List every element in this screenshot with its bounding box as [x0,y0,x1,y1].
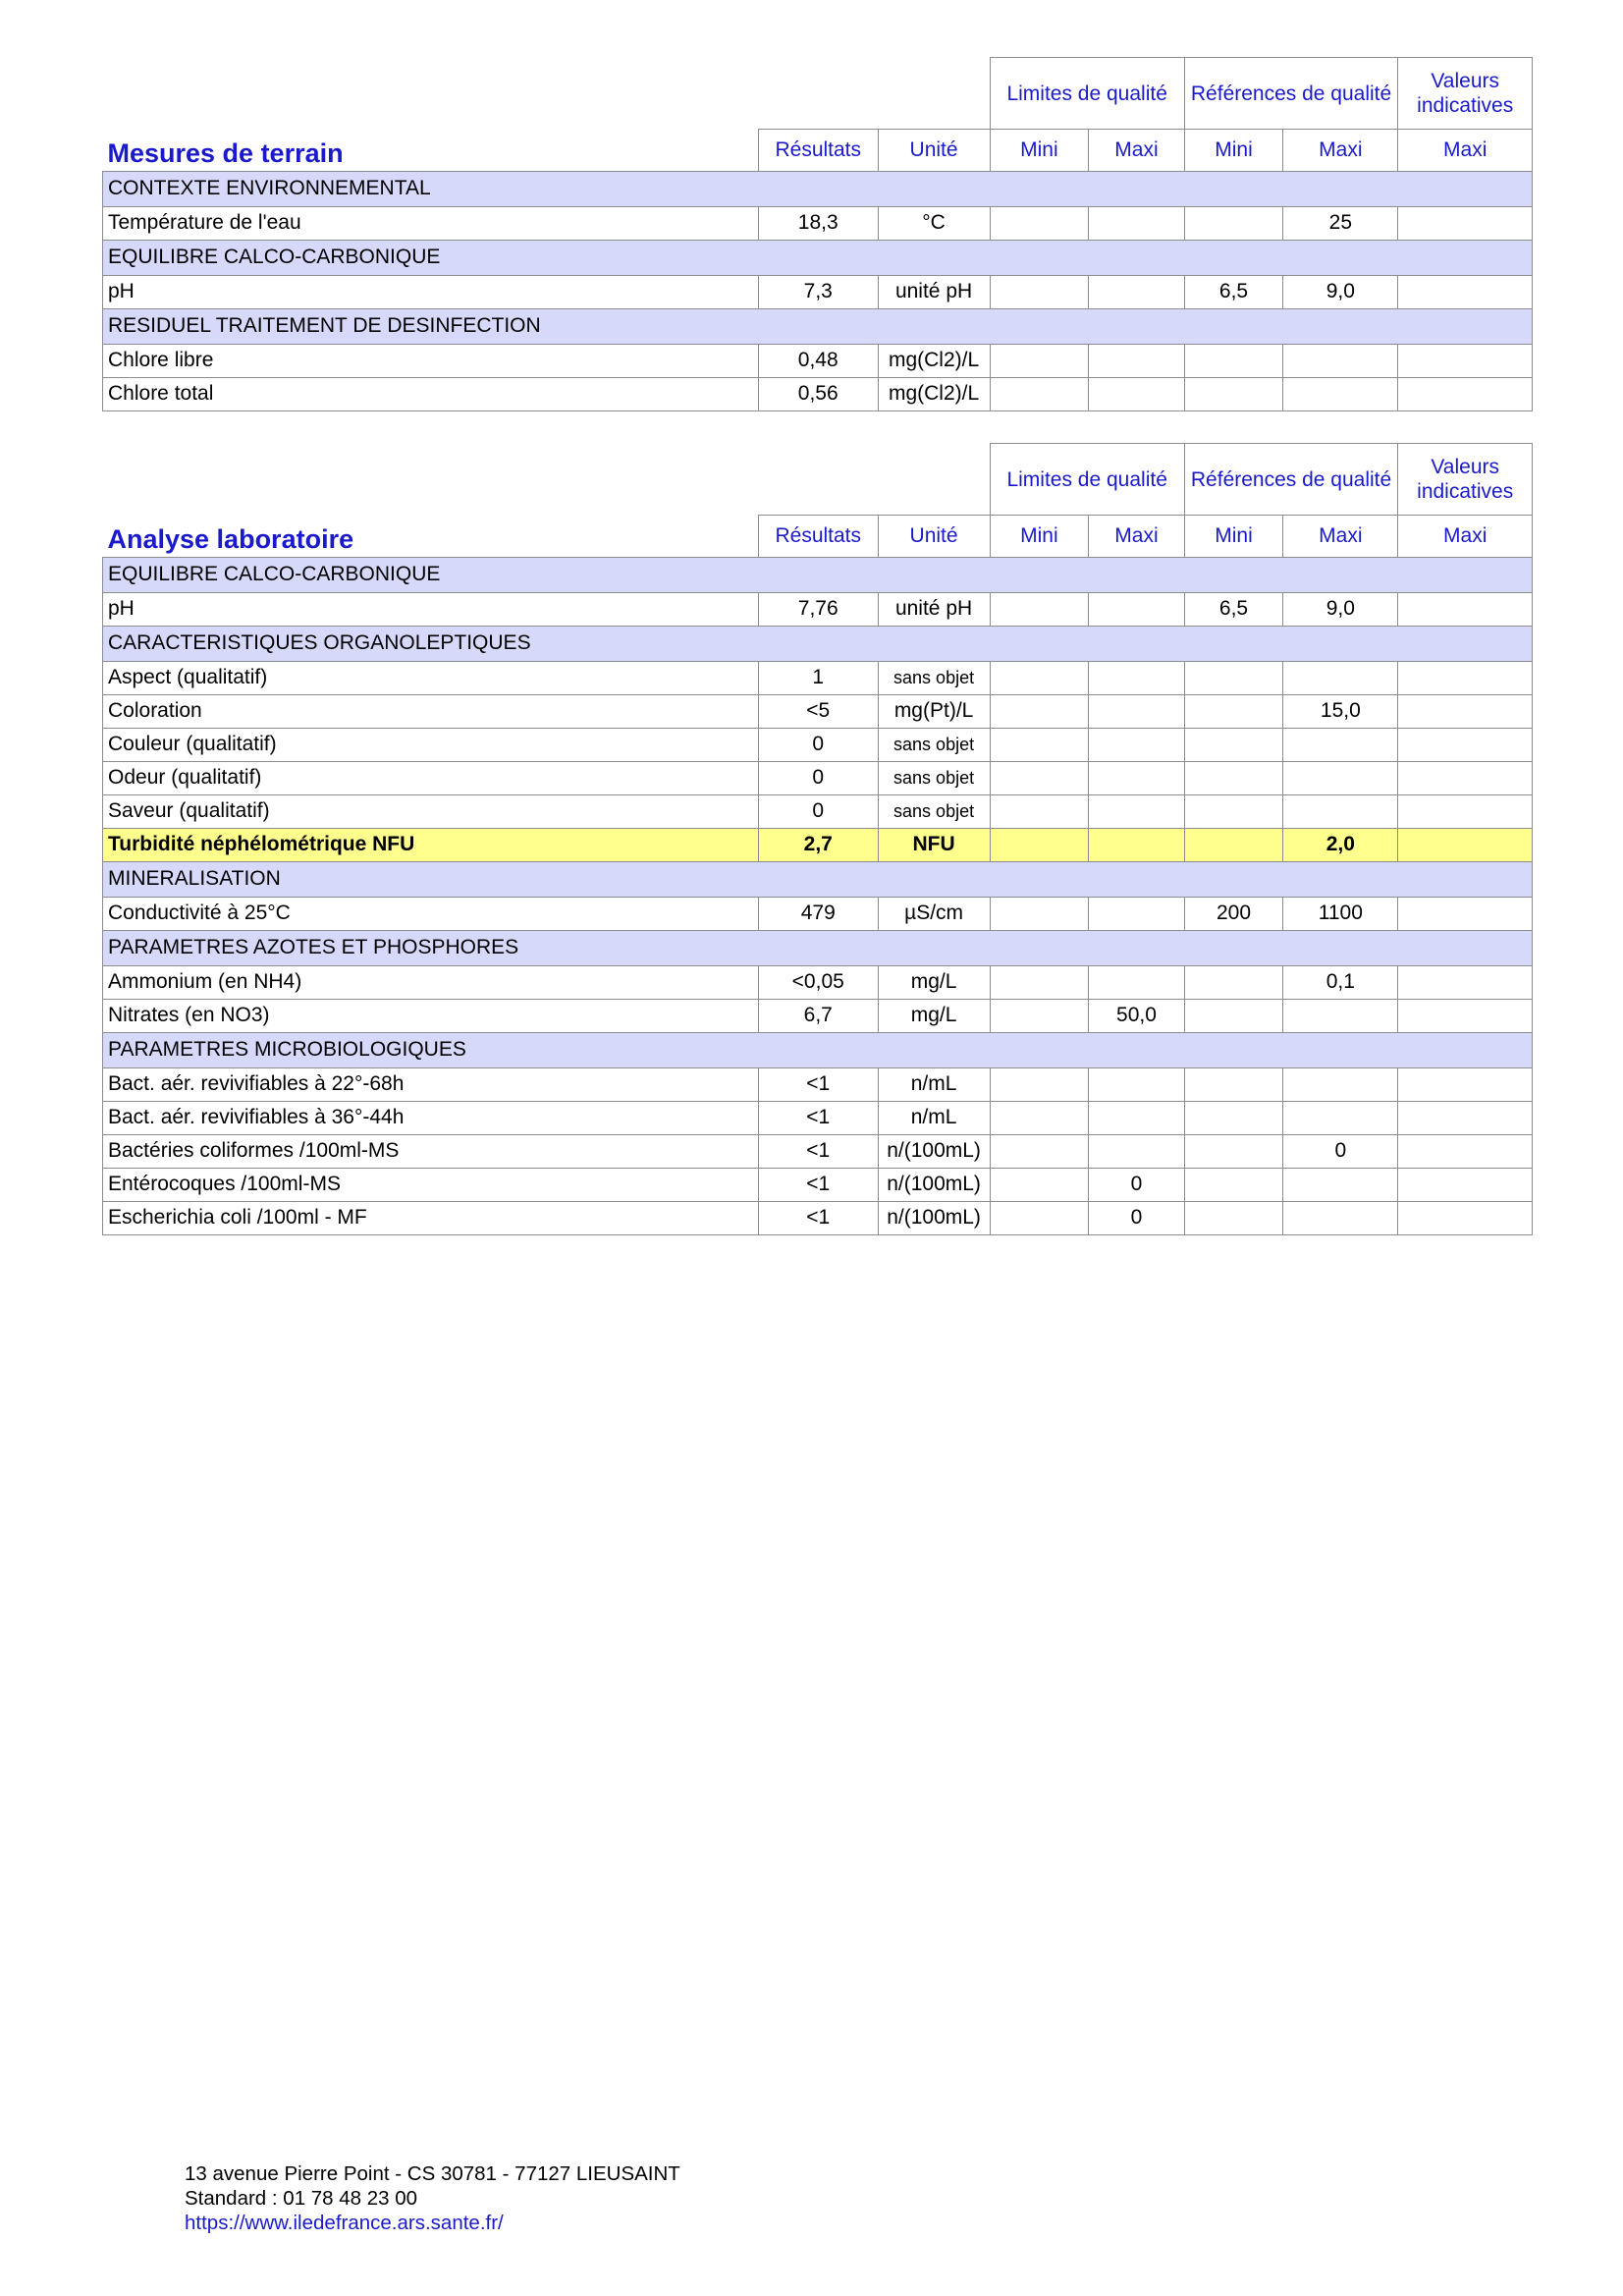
reference-maxi-value [1283,661,1398,694]
reference-mini-value [1184,661,1283,694]
col-header-limites-maxi: Maxi [1089,516,1185,558]
unit-value: NFU [878,828,990,861]
laboratoire-table [102,443,1533,1235]
terrain-table-container [102,57,1533,411]
group-header-row [103,444,1533,516]
reference-maxi-value [1283,999,1398,1032]
reference-mini-value [1184,1134,1283,1168]
parameter-name: Turbidité néphélométrique NFU [103,828,759,861]
parameter-row [103,661,1533,694]
limite-mini-value [990,694,1089,728]
parameter-name: Escherichia coli /100ml - MF [103,1201,759,1234]
valeur-indicative-maxi-value [1398,1067,1533,1101]
limite-mini-value [990,275,1089,308]
valeur-indicative-maxi-value [1398,728,1533,761]
reference-mini-value [1184,965,1283,999]
parameter-row [103,828,1533,861]
parameter-name: Coloration [103,694,759,728]
category-row [103,626,1533,661]
limite-maxi-value [1089,897,1185,930]
valeur-indicative-maxi-value [1398,1101,1533,1134]
reference-maxi-value [1283,728,1398,761]
reference-mini-value [1184,828,1283,861]
valeur-indicative-maxi-value [1398,999,1533,1032]
result-value: <1 [758,1168,878,1201]
result-value: <1 [758,1101,878,1134]
category-label: PARAMETRES AZOTES ET PHOSPHORES [103,930,1533,965]
category-row [103,171,1533,206]
result-value: 0,56 [758,377,878,410]
unit-value: mg/L [878,999,990,1032]
limite-maxi-value [1089,592,1185,626]
reference-mini-value [1184,1168,1283,1201]
col-header-valeurs-maxi: Maxi [1398,130,1533,172]
col-header-resultats: Résultats [758,516,878,558]
parameter-row [103,965,1533,999]
parameter-name: Couleur (qualitatif) [103,728,759,761]
limite-mini-value [990,1067,1089,1101]
parameter-name: Odeur (qualitatif) [103,761,759,794]
limite-mini-value [990,728,1089,761]
col-header-references-maxi: Maxi [1283,130,1398,172]
group-valeurs-indicatives: Valeurs indicatives [1398,444,1533,516]
parameter-name: Saveur (qualitatif) [103,794,759,828]
limite-maxi-value: 0 [1089,1201,1185,1234]
limite-maxi-value [1089,1101,1185,1134]
reference-mini-value: 200 [1184,897,1283,930]
limite-mini-value [990,794,1089,828]
column-header-row [103,130,1533,172]
result-value: <0,05 [758,965,878,999]
category-row [103,930,1533,965]
footer-website-link[interactable]: https://www.iledefrance.ars.sante.fr/ [185,2212,504,2234]
limite-maxi-value [1089,206,1185,240]
reference-mini-value [1184,1101,1283,1134]
parameter-name: Bactéries coliformes /100ml-MS [103,1134,759,1168]
valeur-indicative-maxi-value [1398,761,1533,794]
limite-maxi-value [1089,965,1185,999]
limite-maxi-value: 0 [1089,1168,1185,1201]
reference-maxi-value [1283,1201,1398,1234]
parameter-row [103,728,1533,761]
col-header-limites-mini: Mini [990,516,1089,558]
group-references-qualite: Références de qualité [1184,58,1398,130]
limite-mini-value [990,999,1089,1032]
footer-address: 13 avenue Pierre Point - CS 30781 - 77127 LIEUSAINT [185,2162,680,2185]
result-value: 0,48 [758,344,878,377]
reference-maxi-value [1283,1101,1398,1134]
valeur-indicative-maxi-value [1398,1168,1533,1201]
result-value: 18,3 [758,206,878,240]
reference-mini-value [1184,761,1283,794]
col-header-references-mini: Mini [1184,130,1283,172]
valeur-indicative-maxi-value [1398,794,1533,828]
limite-maxi-value [1089,761,1185,794]
valeur-indicative-maxi-value [1398,377,1533,410]
limite-maxi-value [1089,728,1185,761]
result-value: 7,76 [758,592,878,626]
category-label: CARACTERISTIQUES ORGANOLEPTIQUES [103,626,1533,661]
parameter-name: Entérocoques /100ml-MS [103,1168,759,1201]
reference-mini-value [1184,728,1283,761]
section-title: Mesures de terrain [107,137,344,168]
category-row [103,308,1533,344]
valeur-indicative-maxi-value [1398,206,1533,240]
column-header-row [103,516,1533,558]
parameter-name: pH [103,592,759,626]
section-title: Analyse laboratoire [107,523,354,554]
category-label: RESIDUEL TRAITEMENT DE DESINFECTION [103,308,1533,344]
parameter-row [103,897,1533,930]
limite-maxi-value: 50,0 [1089,999,1185,1032]
limite-maxi-value [1089,794,1185,828]
parameter-name: Bact. aér. revivifiables à 22°-68h [103,1067,759,1101]
parameter-row [103,694,1533,728]
limite-mini-value [990,828,1089,861]
parameter-name: Chlore total [103,377,759,410]
category-label: EQUILIBRE CALCO-CARBONIQUE [103,557,1533,592]
unit-value: µS/cm [878,897,990,930]
parameter-row [103,344,1533,377]
result-value: <1 [758,1134,878,1168]
valeur-indicative-maxi-value [1398,592,1533,626]
parameter-name: Ammonium (en NH4) [103,965,759,999]
result-value: 6,7 [758,999,878,1032]
col-header-references-maxi: Maxi [1283,516,1398,558]
reference-maxi-value [1283,1067,1398,1101]
reference-maxi-value: 1100 [1283,897,1398,930]
category-row [103,1032,1533,1067]
reference-maxi-value: 9,0 [1283,275,1398,308]
col-header-unite: Unité [878,130,990,172]
unit-value: unité pH [878,275,990,308]
limite-maxi-value [1089,828,1185,861]
reference-mini-value [1184,694,1283,728]
parameter-row [103,275,1533,308]
limite-mini-value [990,897,1089,930]
reference-mini-value [1184,206,1283,240]
limite-maxi-value [1089,1067,1185,1101]
group-references-qualite: Références de qualité [1184,444,1398,516]
footer [185,2161,680,2235]
valeur-indicative-maxi-value [1398,344,1533,377]
reference-maxi-value: 0 [1283,1134,1398,1168]
footer-phone: Standard : 01 78 48 23 00 [185,2187,418,2210]
valeur-indicative-maxi-value [1398,661,1533,694]
reference-maxi-value: 25 [1283,206,1398,240]
result-value: 1 [758,661,878,694]
parameter-name: Chlore libre [103,344,759,377]
unit-value: sans objet [878,761,990,794]
parameter-row [103,794,1533,828]
limite-maxi-value [1089,1134,1185,1168]
reference-maxi-value: 2,0 [1283,828,1398,861]
parameter-row [103,206,1533,240]
parameter-name: Nitrates (en NO3) [103,999,759,1032]
limite-mini-value [990,377,1089,410]
limite-mini-value [990,761,1089,794]
reference-mini-value: 6,5 [1184,275,1283,308]
reference-mini-value [1184,1067,1283,1101]
result-value: 0 [758,761,878,794]
result-value: <1 [758,1067,878,1101]
result-value: 2,7 [758,828,878,861]
result-value: 479 [758,897,878,930]
group-limites-qualite: Limites de qualité [990,58,1184,130]
limite-mini-value [990,1201,1089,1234]
reference-mini-value [1184,999,1283,1032]
limite-maxi-value [1089,661,1185,694]
unit-value: n/mL [878,1067,990,1101]
limite-mini-value [990,1101,1089,1134]
result-value: 7,3 [758,275,878,308]
unit-value: n/(100mL) [878,1168,990,1201]
reference-mini-value [1184,377,1283,410]
unit-value: n/mL [878,1101,990,1134]
reference-mini-value: 6,5 [1184,592,1283,626]
category-label: PARAMETRES MICROBIOLOGIQUES [103,1032,1533,1067]
result-value: <1 [758,1201,878,1234]
parameter-row [103,1101,1533,1134]
category-row [103,861,1533,897]
category-label: MINERALISATION [103,861,1533,897]
parameter-row [103,1134,1533,1168]
parameter-row [103,1168,1533,1201]
col-header-valeurs-maxi: Maxi [1398,516,1533,558]
valeur-indicative-maxi-value [1398,275,1533,308]
limite-maxi-value [1089,344,1185,377]
parameter-row [103,1067,1533,1101]
valeur-indicative-maxi-value [1398,1201,1533,1234]
parameter-row [103,1201,1533,1234]
group-header-row [103,58,1533,130]
terrain-table [102,57,1533,411]
col-header-unite: Unité [878,516,990,558]
limite-maxi-value [1089,275,1185,308]
unit-value: n/(100mL) [878,1201,990,1234]
unit-value: unité pH [878,592,990,626]
limite-mini-value [990,206,1089,240]
col-header-limites-maxi: Maxi [1089,130,1185,172]
category-label: EQUILIBRE CALCO-CARBONIQUE [103,240,1533,275]
col-header-resultats: Résultats [758,130,878,172]
parameter-name: Température de l'eau [103,206,759,240]
valeur-indicative-maxi-value [1398,828,1533,861]
valeur-indicative-maxi-value [1398,897,1533,930]
reference-mini-value [1184,1201,1283,1234]
unit-value: sans objet [878,661,990,694]
parameter-row [103,761,1533,794]
limite-mini-value [990,661,1089,694]
reference-mini-value [1184,344,1283,377]
category-label: CONTEXTE ENVIRONNEMENTAL [103,171,1533,206]
header-spacer [103,58,991,130]
group-valeurs-indicatives: Valeurs indicatives [1398,58,1533,130]
col-header-references-mini: Mini [1184,516,1283,558]
reference-maxi-value: 0,1 [1283,965,1398,999]
unit-value: °C [878,206,990,240]
limite-mini-value [990,592,1089,626]
reference-maxi-value [1283,761,1398,794]
limite-mini-value [990,1134,1089,1168]
header-spacer [103,444,991,516]
parameter-name: Conductivité à 25°C [103,897,759,930]
unit-value: sans objet [878,728,990,761]
result-value: <5 [758,694,878,728]
unit-value: sans objet [878,794,990,828]
category-row [103,557,1533,592]
valeur-indicative-maxi-value [1398,694,1533,728]
reference-maxi-value [1283,344,1398,377]
parameter-row [103,592,1533,626]
unit-value: mg(Cl2)/L [878,344,990,377]
reference-mini-value [1184,794,1283,828]
limite-mini-value [990,965,1089,999]
reference-maxi-value: 9,0 [1283,592,1398,626]
parameter-name: pH [103,275,759,308]
result-value: 0 [758,728,878,761]
result-value: 0 [758,794,878,828]
category-row [103,240,1533,275]
parameter-row [103,377,1533,410]
reference-maxi-value [1283,794,1398,828]
parameter-row [103,999,1533,1032]
limite-maxi-value [1089,377,1185,410]
parameter-name: Bact. aér. revivifiables à 36°-44h [103,1101,759,1134]
valeur-indicative-maxi-value [1398,965,1533,999]
valeur-indicative-maxi-value [1398,1134,1533,1168]
unit-value: n/(100mL) [878,1134,990,1168]
limite-mini-value [990,1168,1089,1201]
limite-maxi-value [1089,694,1185,728]
reference-maxi-value [1283,377,1398,410]
laboratoire-table-container [102,443,1533,1235]
parameter-name: Aspect (qualitatif) [103,661,759,694]
group-limites-qualite: Limites de qualité [990,444,1184,516]
unit-value: mg/L [878,965,990,999]
reference-maxi-value [1283,1168,1398,1201]
unit-value: mg(Pt)/L [878,694,990,728]
unit-value: mg(Cl2)/L [878,377,990,410]
limite-mini-value [990,344,1089,377]
reference-maxi-value: 15,0 [1283,694,1398,728]
col-header-limites-mini: Mini [990,130,1089,172]
